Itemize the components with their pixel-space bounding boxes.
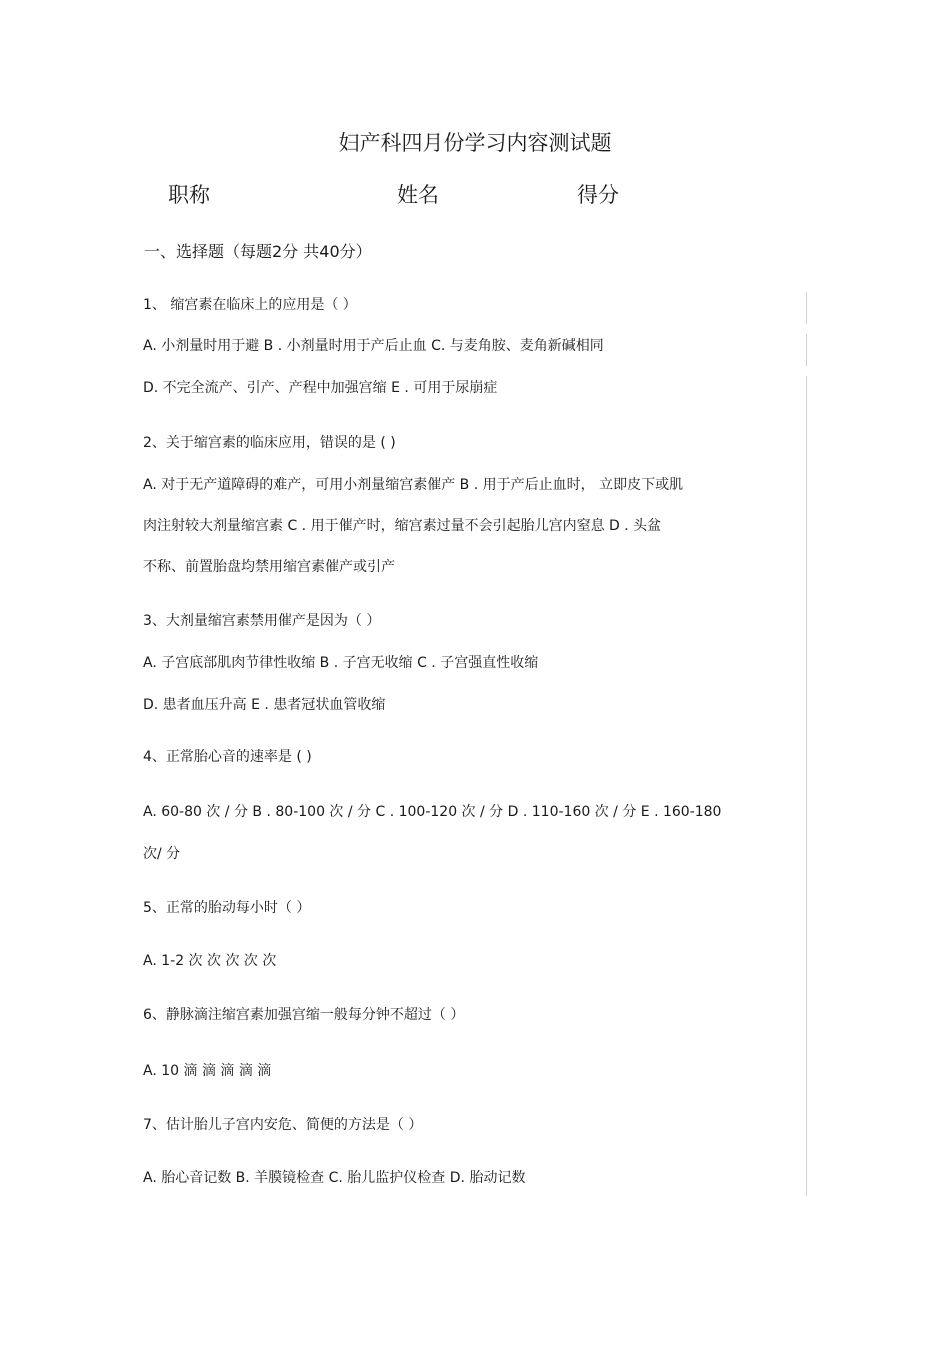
question-2-options-a: A. 对于无产道障碍的难产，可用小剂量缩宫素催产 B . 用于产后止血时， 立即皮下或肌 [143,477,684,493]
question-1: 1、 缩宫素在临床上的应用是（ ） [143,297,357,313]
margin-rule [806,292,807,324]
question-4: 4、正常胎心音的速率是 ( ) [143,749,312,765]
question-1-options-a: A. 小剂量时用于避 B . 小剂量时用于产后止血 C. 与麦角胺、麦角新碱相同 [143,338,604,354]
question-4-options-b: 次/ 分 [143,846,181,862]
job-title-label: 职称 [168,183,210,207]
name-label: 姓名 [397,183,439,207]
question-2: 2、关于缩宫素的临床应用，错误的是 ( ) [143,435,396,451]
question-5-options: A. 1-2 次 次 次 次 次 [143,953,277,969]
question-4-options-a: A. 60-80 次 / 分 B . 80-100 次 / 分 C . 100-120 次 / 分 D . 110-160 次 / 分 E . 160-180 [143,804,722,820]
question-6: 6、静脉滴注缩宫素加强宫缩一般每分钟不超过（ ） [143,1007,465,1023]
question-2-options-b: 肉注射较大剂量缩宫素 C . 用于催产时，缩宫素过量不会引起胎儿宫内窒息 D . 头盆 [143,518,662,534]
question-3-options-b: D. 患者血压升高 E . 患者冠状血管收缩 [143,697,386,713]
question-5: 5、正常的胎动每小时（ ） [143,900,311,916]
question-3-options-a: A. 子宫底部肌肉节律性收缩 B . 子宫无收缩 C . 子宫强直性收缩 [143,655,539,671]
margin-rule [806,334,807,366]
exam-title: 妇产科四月份学习内容测试题 [338,131,612,155]
section-heading: 一、选择题（每题2分 共40分） [144,242,372,261]
question-6-options: A. 10 滴 滴 滴 滴 滴 [143,1063,272,1079]
margin-rule [806,376,807,1196]
question-7: 7、估计胎儿子宫内安危、简便的方法是（ ） [143,1117,423,1133]
question-3: 3、大剂量缩宫素禁用催产是因为（ ） [143,613,381,629]
score-label: 得分 [577,183,619,207]
question-1-options-b: D. 不完全流产、引产、产程中加强宫缩 E . 可用于尿崩症 [143,380,498,396]
question-2-options-c: 不称、前置胎盘均禁用缩宫素催产或引产 [143,559,395,575]
question-7-options: A. 胎心音记数 B. 羊膜镜检查 C. 胎儿监护仪检查 D. 胎动记数 [143,1170,526,1186]
